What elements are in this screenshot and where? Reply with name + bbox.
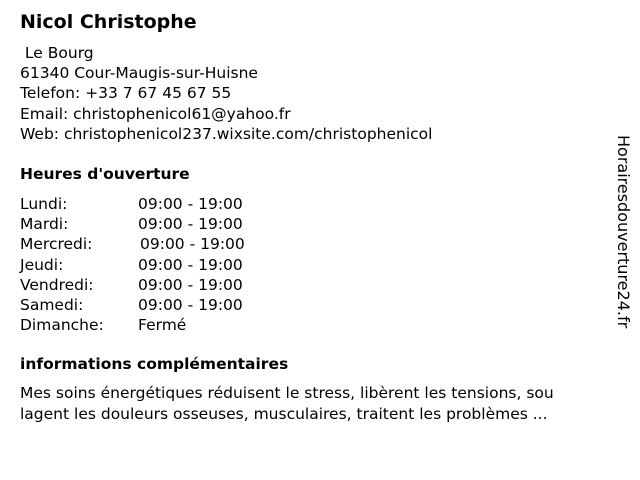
day-hours: 09:00 - 19:00 <box>138 295 243 314</box>
hours-row-friday <box>20 275 320 295</box>
info-line: Mes soins énergétiques réduisent le stress, libèrent les tensions, sou <box>20 384 554 402</box>
contact-block <box>20 43 432 144</box>
opening-hours-heading: Heures d'ouverture <box>20 165 190 183</box>
hours-row-wednesday <box>20 234 320 254</box>
day-hours: 09:00 - 19:00 <box>138 215 243 234</box>
day-hours: 09:00 - 19:00 <box>140 235 245 254</box>
hours-row-tuesday <box>20 214 320 234</box>
day-hours: Fermé <box>138 316 187 335</box>
additional-info-heading: informations complémentaires <box>20 355 289 373</box>
business-name: Nicol Christophe <box>20 11 197 33</box>
hours-row-saturday <box>20 295 320 315</box>
day-label: Jeudi: <box>20 255 64 274</box>
web-line: Web: christophenicol237.wixsite.com/christophenicol <box>20 124 433 143</box>
address-city: 61340 Cour-Maugis-sur-Huisne <box>20 64 258 83</box>
info-line: lagent les douleurs osseuses, musculaires, traitent les problèmes ... <box>20 405 548 423</box>
day-label: Dimanche: <box>20 316 104 335</box>
additional-info-text <box>20 383 620 425</box>
hours-row-monday <box>20 194 320 214</box>
day-label: Samedi: <box>20 295 84 314</box>
day-hours: 09:00 - 19:00 <box>138 255 243 274</box>
day-label: Mercredi: <box>20 235 93 254</box>
day-label: Vendredi: <box>20 275 94 294</box>
day-hours: 09:00 - 19:00 <box>138 275 243 294</box>
day-label: Mardi: <box>20 215 69 234</box>
address-street: Le Bourg <box>20 44 94 62</box>
phone-line: Telefon: +33 7 67 45 67 55 <box>20 84 232 103</box>
email-line: Email: christophenicol61@yahoo.fr <box>20 104 291 123</box>
hours-row-thursday <box>20 255 320 275</box>
hours-row-sunday <box>20 315 320 335</box>
day-label: Lundi: <box>20 195 68 213</box>
opening-hours-table <box>20 194 320 335</box>
day-hours: 09:00 - 19:00 <box>138 195 243 213</box>
site-watermark: Horairesdouverture24.fr <box>614 135 633 329</box>
